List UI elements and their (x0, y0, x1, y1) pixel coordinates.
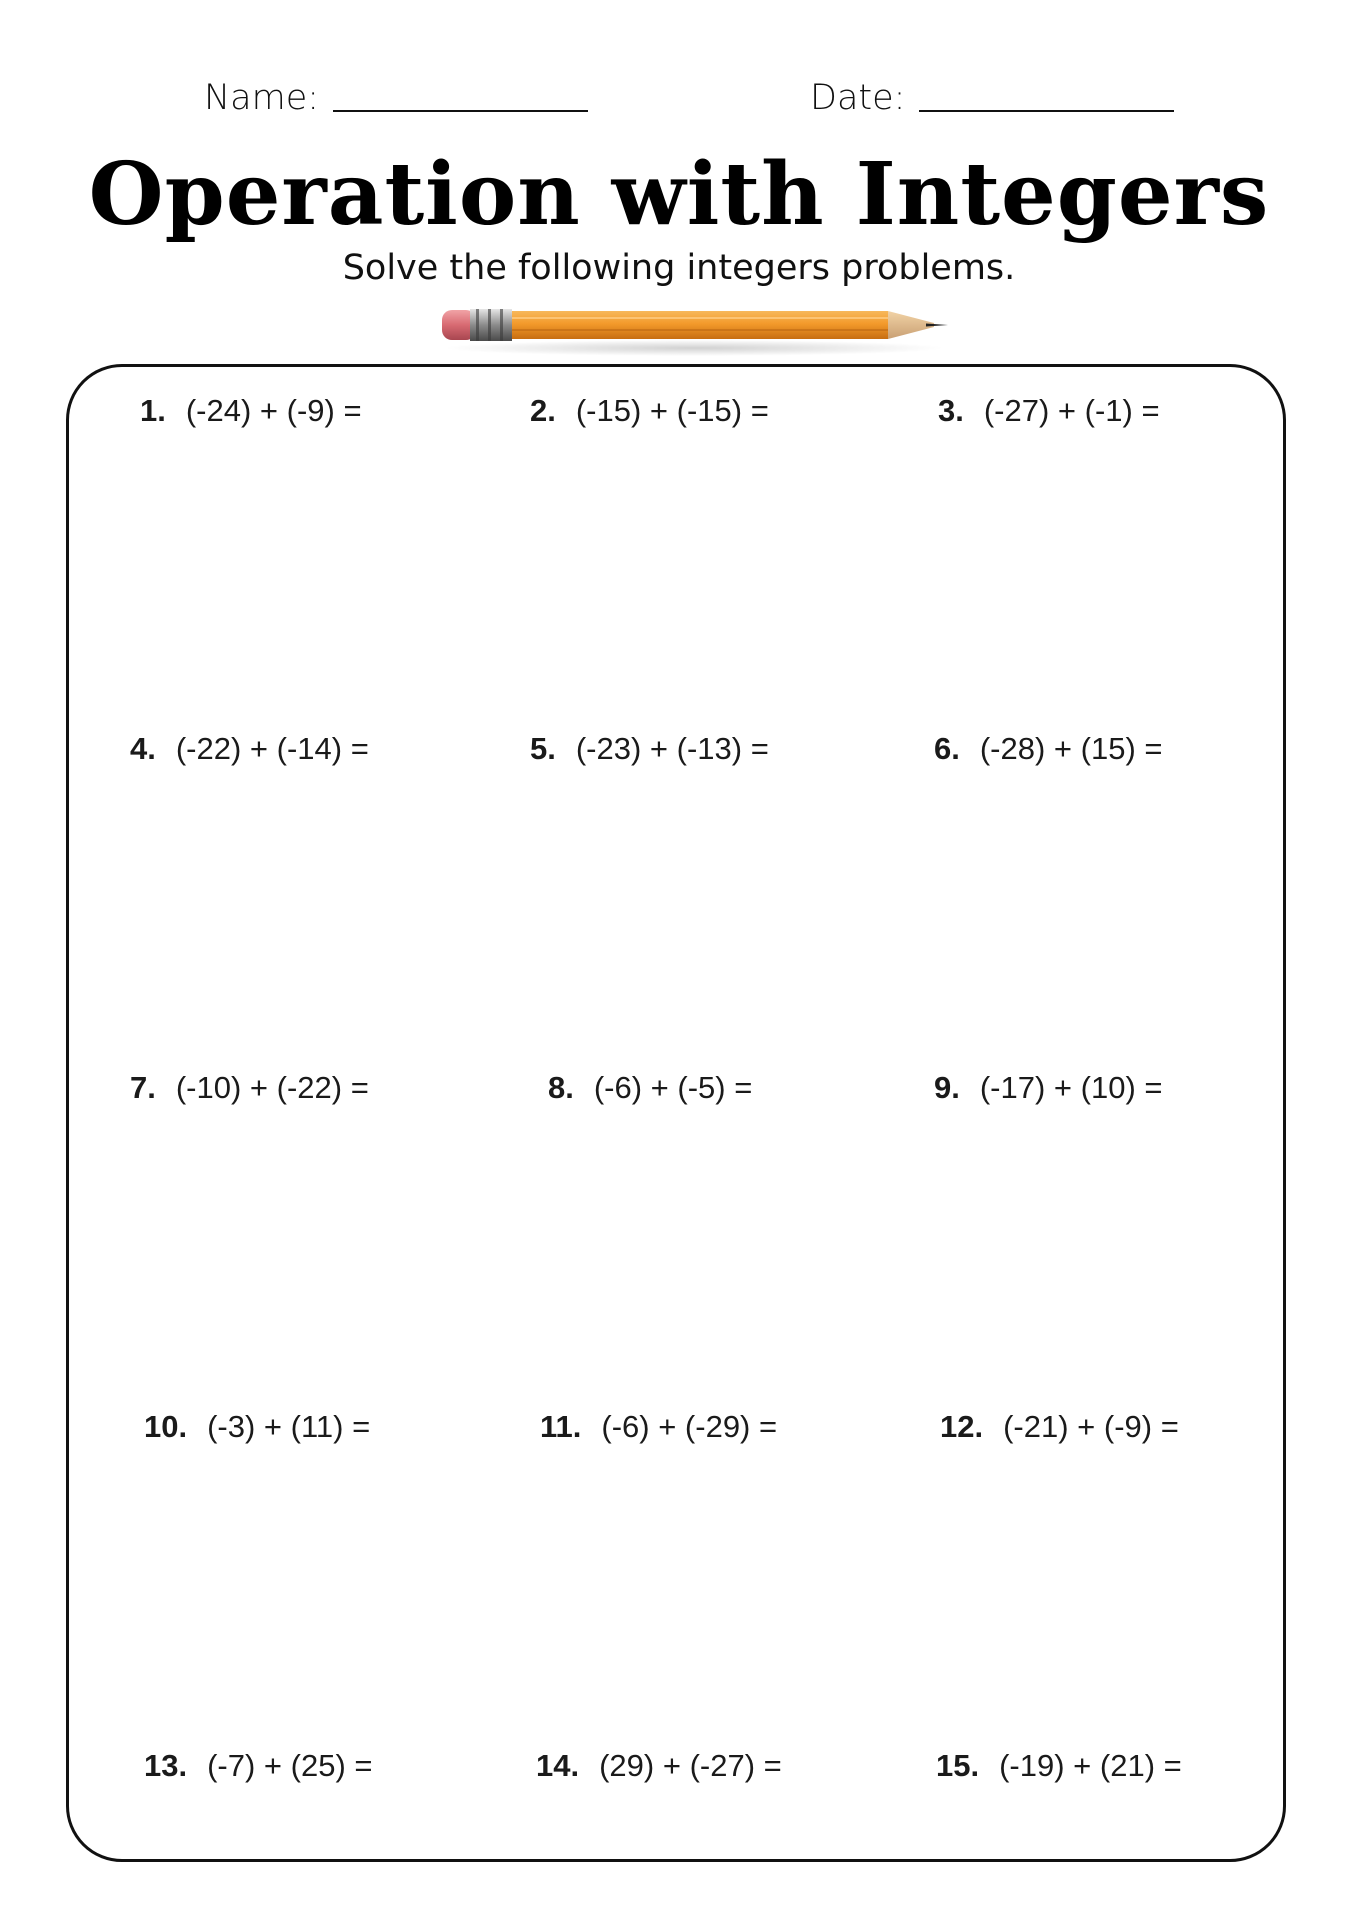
problem-expression: (-3) + (11) = (207, 1409, 371, 1444)
problem-12 (940, 1409, 1179, 1445)
worksheet-title: Operation with Integers (88, 144, 1270, 245)
header-fields (0, 78, 1358, 128)
problem-expression: (29) + (-27) = (599, 1748, 782, 1783)
problem-number: 2. (530, 393, 556, 428)
problem-8 (548, 1070, 752, 1106)
pencil-icon (434, 300, 954, 360)
problem-number: 3. (938, 393, 964, 428)
date-label: Date: (810, 78, 906, 118)
problem-expression: (-19) + (21) = (999, 1748, 1182, 1783)
problem-number: 9. (934, 1070, 960, 1105)
name-field[interactable] (204, 78, 588, 118)
problem-13 (144, 1748, 373, 1784)
problems-frame (66, 364, 1286, 1862)
problem-number: 12. (940, 1409, 984, 1444)
problem-expression: (-27) + (-1) = (983, 393, 1160, 428)
problem-10 (144, 1409, 370, 1445)
date-field[interactable] (810, 78, 1174, 118)
problem-number: 5. (530, 731, 556, 766)
problem-7 (130, 1070, 369, 1106)
problem-15 (936, 1748, 1182, 1784)
problem-number: 8. (548, 1070, 574, 1105)
problem-expression: (-10) + (-22) = (175, 1070, 369, 1105)
problem-expression: (-17) + (10) = (979, 1070, 1163, 1105)
problem-1 (140, 393, 362, 429)
date-blank-line[interactable] (919, 110, 1174, 112)
problem-number: 14. (536, 1748, 580, 1783)
problem-expression: (-6) + (-5) = (593, 1070, 753, 1105)
worksheet-subtitle: Solve the following integers problems. (342, 248, 1016, 288)
problem-number: 13. (144, 1748, 188, 1783)
problem-expression: (-7) + (25) = (207, 1748, 373, 1783)
problem-number: 1. (140, 393, 166, 428)
problem-6 (934, 731, 1162, 767)
problem-14 (536, 1748, 782, 1784)
problem-2 (530, 393, 769, 429)
problem-number: 6. (934, 731, 960, 766)
problem-expression: (-23) + (-13) = (575, 731, 769, 766)
problem-9 (934, 1070, 1162, 1106)
problem-number: 7. (130, 1070, 156, 1105)
problem-number: 10. (144, 1409, 188, 1444)
problem-number: 15. (936, 1748, 980, 1783)
problem-5 (530, 731, 769, 767)
problem-11 (540, 1409, 777, 1445)
name-label: Name: (204, 78, 320, 118)
problem-number: 11. (540, 1409, 582, 1444)
problem-expression: (-21) + (-9) = (1003, 1409, 1179, 1444)
problem-expression: (-22) + (-14) = (175, 731, 369, 766)
problem-expression: (-28) + (15) = (979, 731, 1163, 766)
problem-expression: (-6) + (-29) = (601, 1409, 778, 1444)
problem-3 (938, 393, 1160, 429)
problem-expression: (-15) + (-15) = (575, 393, 769, 428)
name-blank-line[interactable] (333, 110, 588, 112)
problem-4 (130, 731, 369, 767)
problem-expression: (-24) + (-9) = (185, 393, 362, 428)
problem-number: 4. (130, 731, 156, 766)
